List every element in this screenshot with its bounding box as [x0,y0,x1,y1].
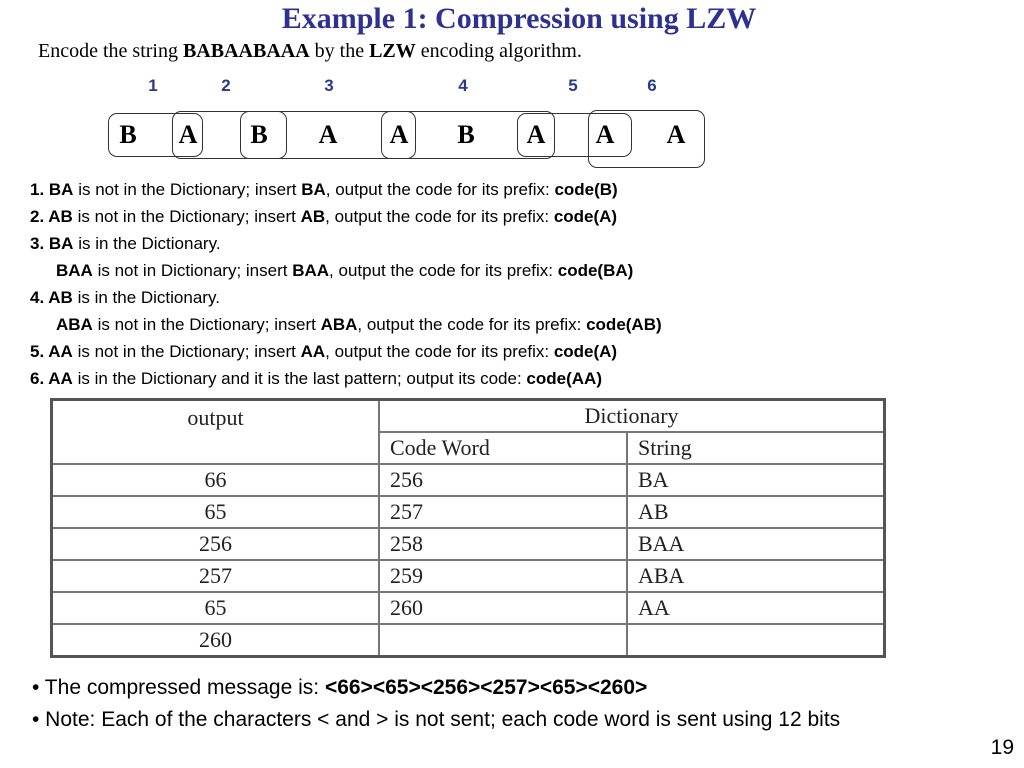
cell-code-word: 257 [379,496,627,528]
cell-string: AA [627,592,885,624]
char-5: A [389,120,409,149]
char-7: A [526,120,546,149]
cell-code-word: 258 [379,528,627,560]
cell-output: 257 [52,560,380,592]
cell-code-word: 259 [379,560,627,592]
table-header-row [52,400,885,433]
cell-string: AB [627,496,885,528]
step-line [30,284,990,311]
note-bullet: • Note: Each of the characters < and > is not sent; each code word is sent using 12 bits [32,708,841,731]
steps-list [30,176,990,392]
step-pattern: AA [48,369,73,388]
step-number-4: 4 [458,76,468,95]
cell-output: 66 [52,464,380,496]
step-number-5: 5 [568,76,578,95]
step-number-2: 2 [221,76,231,95]
step-number-3: 3 [324,76,334,95]
char-8: A [595,120,615,149]
page-number: 19 [990,736,1014,759]
step-text: is in the Dictionary. [72,288,220,307]
step-line [30,338,990,365]
cell-code-word [379,624,627,657]
step-prefix: 5. [30,342,49,361]
cell-string [627,624,885,657]
step-prefix: 6. [30,369,49,388]
step-text: is in the Dictionary. [73,234,221,253]
cell-string: BAA [627,528,885,560]
step-line [30,257,990,284]
slide-title: Example 1: Compression using LZW [281,2,757,35]
header-dictionary: Dictionary [379,400,885,433]
step-pattern: AA [48,342,73,361]
subtitle-mid: by the [309,40,370,62]
step-pattern: AB [48,288,73,307]
step-text: is not in the Dictionary; insert [92,315,321,334]
table-row [52,560,885,592]
slide-subtitle [38,40,582,63]
lzw-dictionary-table [50,398,886,658]
step-code: code(BA) [557,261,634,280]
char-9: A [666,120,686,149]
compressed-value: <66><65><256><257><65><260> [324,676,648,699]
step-pattern: BA [48,180,74,199]
subtitle-algo: LZW [369,40,416,62]
step-text: is not in the Dictionary; insert [72,207,301,226]
step-code: code(A) [553,207,618,226]
cell-output: 65 [52,496,380,528]
table-row [52,528,885,560]
step-line [30,230,990,257]
subtitle-post: encoding algorithm. [415,40,582,62]
step-prefix: 1. [30,180,49,199]
header-output: output [52,400,380,465]
lzw-parse-diagram [0,70,760,180]
step-line [30,311,990,338]
cell-code-word: 260 [379,592,627,624]
step-text: , output the code for its prefix: [325,342,554,361]
cell-string: ABA [627,560,885,592]
step-code: code(AB) [586,315,662,334]
subtitle-string: BABAABAAA [182,40,310,62]
step-insert: BAA [292,261,330,280]
step-number-6: 6 [647,76,657,95]
compressed-message-bullet [32,676,647,700]
cell-output: 256 [52,528,380,560]
char-4: A [318,120,338,149]
step-line [30,203,990,230]
table-row [52,496,885,528]
step-pattern: ABA [56,315,93,334]
step-pattern: AB [48,207,73,226]
header-code-word: Code Word [379,432,627,464]
char-1: B [119,120,137,149]
step-pattern: BA [48,234,74,253]
step-text: , output the code for its prefix: [329,261,558,280]
step-code: code(A) [553,342,618,361]
cell-output: 260 [52,624,380,657]
cell-string: BA [627,464,885,496]
step-insert: AB [300,207,326,226]
step-line [30,176,990,203]
step-line [30,365,990,392]
subtitle-pre: Encode the string [38,40,183,62]
header-string: String [627,432,885,464]
step-insert: ABA [320,315,358,334]
step-text: is not in Dictionary; insert [92,261,293,280]
char-2: A [178,120,198,149]
step-pattern: BAA [56,261,93,280]
step-number-1: 1 [148,76,158,95]
step-text: , output the code for its prefix: [325,180,555,199]
table-row [52,624,885,657]
step-text: is not in the Dictionary; insert [73,180,302,199]
step-code: code(B) [554,180,618,199]
step-prefix: 4. [30,288,49,307]
step-prefix: 2. [30,207,49,226]
char-6: B [457,120,475,149]
step-code: code(AA) [526,369,602,388]
step-prefix: 3. [30,234,49,253]
table-row [52,592,885,624]
cell-output: 65 [52,592,380,624]
step-insert: AA [300,342,326,361]
step-insert: BA [301,180,326,199]
step-text: , output the code for its prefix: [325,207,554,226]
step-text: , output the code for its prefix: [357,315,587,334]
step-text: is in the Dictionary and it is the last pattern; output its code: [72,369,527,388]
char-3: B [250,120,268,149]
table-row [52,464,885,496]
cell-code-word: 256 [379,464,627,496]
compressed-label: • The compressed message is: [32,676,325,699]
step-text: is not in the Dictionary; insert [72,342,301,361]
